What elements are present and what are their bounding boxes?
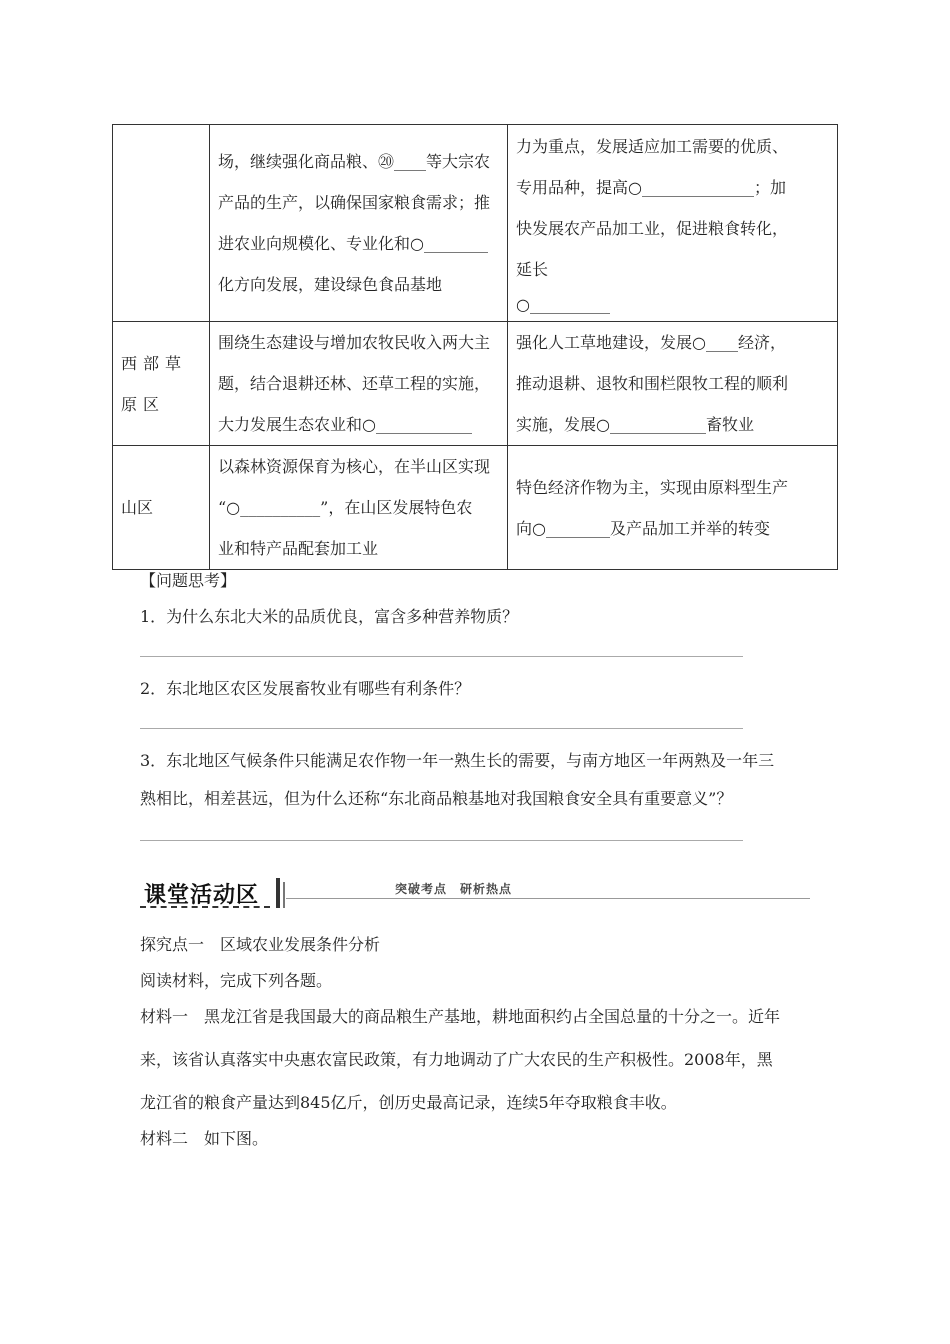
direction-cell — [508, 446, 838, 570]
cell-line: 业和特产品配套加工业 — [218, 539, 379, 558]
measure-cell — [210, 446, 508, 570]
table-row — [113, 446, 838, 570]
cell-line: “○__________”，在山区发展特色农 — [218, 498, 473, 517]
answer-line-3[interactable] — [140, 840, 743, 841]
table-row — [113, 322, 838, 446]
measure-cell — [210, 322, 508, 446]
cell-line: 大力发展生态农业和○____________ — [218, 415, 472, 434]
cell-line: 专用品种，提高○______________；加 — [516, 178, 786, 197]
table-row — [113, 125, 838, 322]
cell-line: 实施，发展○____________畜牧业 — [516, 415, 754, 434]
cell-line: 强化人工草地建设，发展○____经济， — [516, 333, 786, 352]
cell-line: 推动退耕、退牧和围栏限牧工程的顺利 — [516, 374, 789, 393]
measure-cell — [210, 125, 508, 322]
cell-line: 特色经济作物为主，实现由原料型生产 — [516, 477, 789, 497]
instruction-text: 阅读材料，完成下列各题。 — [140, 971, 333, 990]
question-1: 1．为什么东北大米的品质优良，富含多种营养物质？ — [140, 607, 519, 626]
cell-line: 化方向发展，建设绿色食品基地 — [218, 275, 443, 294]
section-banner — [140, 876, 810, 912]
region-cell — [113, 125, 210, 322]
cell-line: 以森林资源保育为核心，在半山区实现 — [218, 457, 491, 476]
inquiry-heading: 探究点一 区域农业发展条件分析 — [140, 935, 381, 954]
answer-line-2[interactable] — [140, 728, 743, 729]
direction-cell — [508, 125, 838, 322]
banner-rule — [286, 898, 810, 899]
region-cell: 西部草原区 — [113, 322, 210, 446]
question-3-line2: 熟相比，相差甚远，但为什么还称“东北商品粮基地对我国粮食安全具有重要意义”？ — [140, 789, 733, 808]
cell-line: ○__________ — [516, 295, 610, 314]
cell-line: 场，继续强化商品粮、⑳____等大宗农 — [218, 152, 491, 171]
material1-line1: 材料一 黑龙江省是我国最大的商品粮生产基地，耕地面积约占全国总量的十分之一。近年 — [140, 1007, 781, 1026]
answer-line-1[interactable] — [140, 656, 743, 657]
question-3-line1: 3．东北地区气候条件只能满足农作物一年一熟生长的需要，与南方地区一年两熟及一年三 — [140, 751, 775, 770]
banner-divider-bar-thin — [283, 882, 285, 908]
material1-line2: 来，该省认真落实中央惠农富民政策，有力地调动了广大农民的生产积极性。2008年，黑 — [140, 1050, 773, 1069]
cell-line: 力为重点，发展适应加工需要的优质、 — [516, 137, 789, 156]
banner-divider-bar — [276, 878, 280, 908]
material1-line3: 龙江省的粮食产量达到845亿斤，创历史最高记录，连续5年夺取粮食丰收。 — [140, 1093, 677, 1112]
cell-line: 向○________及产品加工并举的转变 — [516, 518, 770, 538]
direction-cell — [508, 322, 838, 446]
banner-underline — [140, 906, 270, 908]
cell-line: 延长 — [516, 260, 549, 279]
banner-title: 课堂活动区 — [144, 883, 260, 908]
cell-line: 产品的生产，以确保国家粮食需求；推 — [218, 193, 491, 212]
cell-line: 进农业向规模化、专业化和○________ — [218, 234, 488, 253]
cell-line: 快发展农产品加工业，促进粮食转化， — [516, 219, 789, 238]
agriculture-table — [112, 124, 838, 570]
cell-line: 围绕生态建设与增加农牧民收入两大主 — [218, 333, 491, 352]
region-cell: 山区 — [113, 446, 210, 570]
cell-line: 题，结合退耕还林、还草工程的实施， — [218, 374, 491, 393]
banner-subtitle: 突破考点 研析热点 — [395, 882, 513, 896]
question-2: 2．东北地区农区发展畜牧业有哪些有利条件？ — [140, 679, 471, 698]
questions-heading: 【问题思考】 — [140, 571, 237, 590]
material2-text: 材料二 如下图。 — [140, 1129, 269, 1148]
